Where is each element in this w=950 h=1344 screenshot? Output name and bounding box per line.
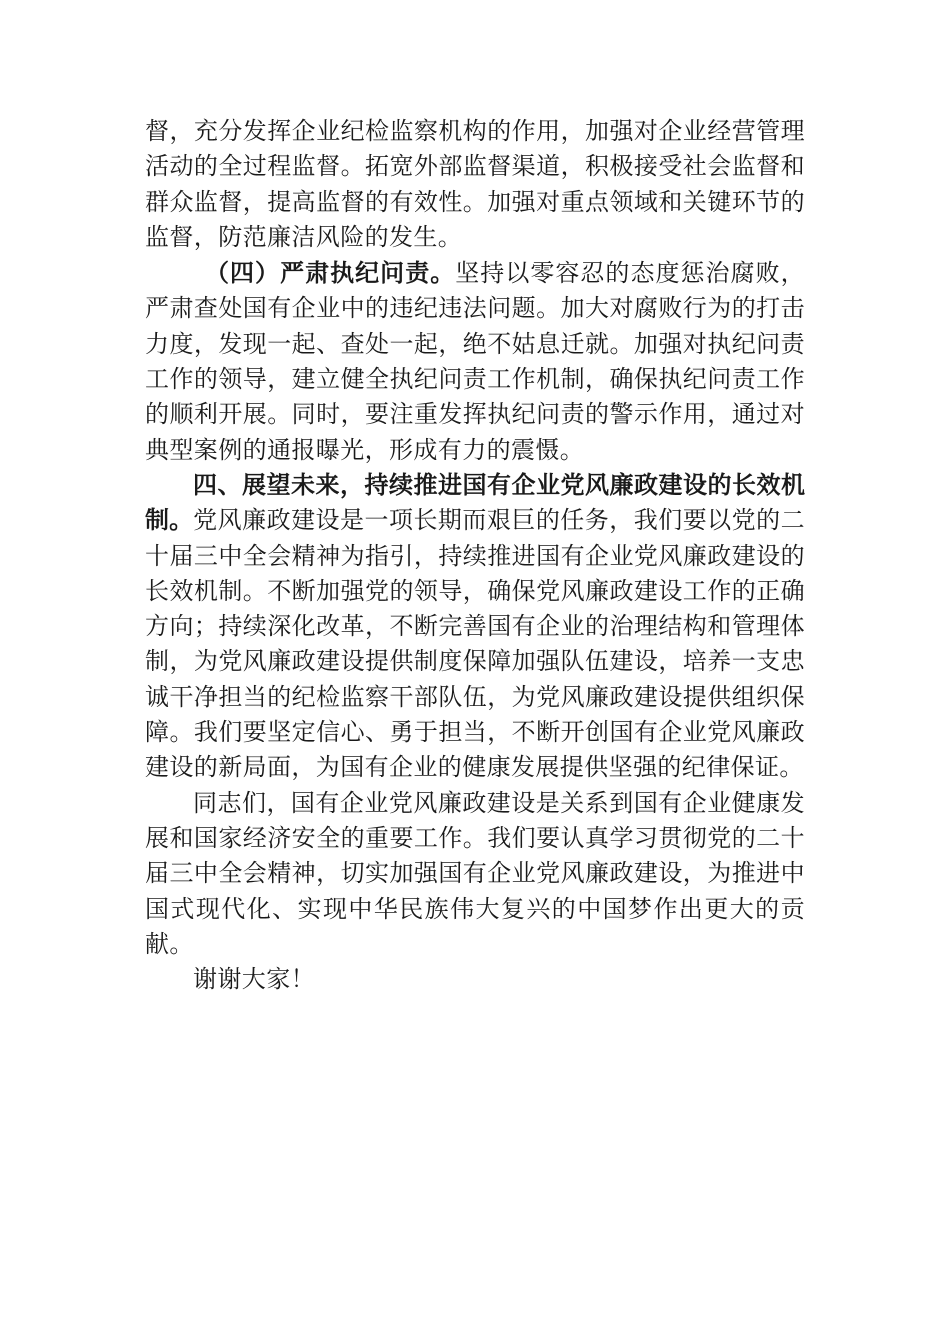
paragraph-text: 谢谢大家！ (193, 965, 315, 994)
paragraph-text: 党风廉政建设是一项长期而艰巨的任务，我们要以党的二十届三中全会精神为指引，持续推进国有企业党风廉政建设的长效机制。不断加强党的领导，确保党风廉政建设工作的正确方向；持续深化改革，不断完善国有企业的治理结构和管理体制，为党风廉政建设提供制度保障加强队伍建设，培养一支忠诚干净担当的纪检监察干部队伍，为党风廉政建设提供组织保障。我们要坚定信心、勇于担当，不断开创国有企业党风廉政建设的新局面，为国有企业的健康发展提供坚强的纪律保证。 (145, 506, 806, 782)
paragraph-continuation (145, 114, 805, 255)
paragraph-text: 同志们，国有企业党风廉政建设是关系到国有企业健康发展和国家经济安全的重要工作。我们要认真学习贯彻党的二十届三中全会精神，切实加强国有企业党风廉政建设，为推进中国式现代化、实现中华民族伟大复兴的中国梦作出更大的贡献。 (145, 788, 805, 958)
paragraph-text: 督，充分发挥企业纪检监察机构的作用，加强对企业经营管理活动的全过程监督。拓宽外部监督渠道，积极接受社会监督和群众监督，提高监督的有效性。加强对重点领域和关键环节的监督，防范廉洁风险的发生。 (145, 117, 805, 251)
subsection-heading: （四）严肃执纪问责。 (205, 258, 456, 288)
paragraph-section-4 (145, 255, 805, 468)
paragraph-thanks (145, 962, 805, 997)
paragraph-closing (145, 786, 805, 962)
paragraph-part-4 (145, 468, 805, 786)
section-heading: 四、展望未来，持续推进国有企业党风廉政建设的长效机制。 (145, 470, 805, 535)
paragraph-text: 坚持以零容忍的态度惩治腐败，严肃查处国有企业中的违纪违法问题。加大对腐败行为的打击力度，发现一起、查处一起，绝不姑息迁就。加强对执纪问责工作的领导，建立健全执纪问责工作机制，确保执纪问责工作的顺利开展。同时，要注重发挥执纪问责的警示作用，通过对典型案例的通报曝光，形成有力的震慑。 (145, 259, 805, 464)
document-page (145, 114, 805, 997)
